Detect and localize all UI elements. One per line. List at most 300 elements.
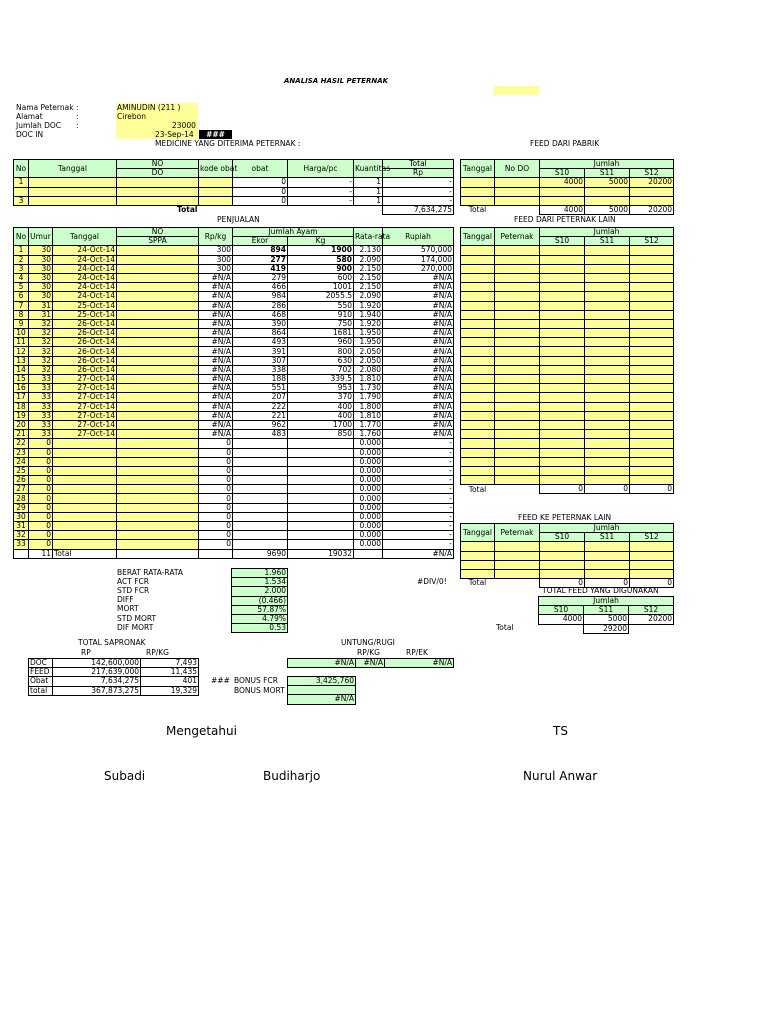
table-cell	[540, 384, 585, 393]
header-cell: S11	[585, 169, 630, 178]
table-cell: 17	[14, 393, 29, 402]
table-cell: 0	[29, 494, 53, 503]
table-cell: 0	[630, 485, 674, 494]
table-cell: 33	[14, 540, 29, 549]
table-cell: 217,639,000	[53, 668, 141, 677]
table-cell: 0	[29, 466, 53, 475]
table-cell	[585, 560, 630, 569]
table-cell	[630, 338, 674, 347]
table-row	[14, 540, 454, 549]
table-cell	[495, 551, 540, 560]
table-cell	[630, 319, 674, 328]
table-cell	[540, 292, 585, 301]
table-cell	[288, 448, 354, 457]
table-cell	[233, 531, 288, 540]
header-cell: Rp/kg	[199, 228, 233, 246]
table-cell	[117, 356, 199, 365]
table-cell: 30	[29, 283, 53, 292]
table-cell	[630, 187, 674, 196]
header-cell: S12	[630, 533, 674, 542]
nama-value: AMINUDIN (211 )	[117, 103, 181, 112]
table-cell: 0	[199, 512, 233, 521]
table-cell	[461, 329, 495, 338]
bonus-na: #N/A	[288, 695, 356, 704]
table-cell: 0	[233, 187, 288, 196]
table-cell: 1.920	[354, 301, 383, 310]
table-cell	[585, 375, 630, 384]
table-cell	[540, 466, 585, 475]
table-cell: 0.000	[354, 540, 383, 549]
table-cell	[461, 466, 495, 475]
table-cell	[495, 439, 540, 448]
sapronak-table	[28, 658, 199, 696]
table-cell: 0.000	[354, 466, 383, 475]
table-cell: 18	[14, 402, 29, 411]
table-cell: 27	[14, 485, 29, 494]
highlight-cell	[494, 86, 539, 95]
table-cell: 300	[199, 255, 233, 264]
header-cell: Tanggal	[461, 524, 495, 542]
table-cell: 2	[14, 255, 29, 264]
sapronak-rp: RP	[81, 648, 91, 657]
table-cell	[495, 579, 540, 588]
table-cell: 4	[14, 273, 29, 282]
header-cell: Kuantitas	[354, 160, 383, 178]
table-cell: #N/A	[383, 347, 454, 356]
table-row	[461, 430, 674, 439]
table-cell	[117, 466, 199, 475]
table-cell: 14	[14, 365, 29, 374]
table-cell: 2055.5	[288, 292, 354, 301]
stat-label: STD FCR	[117, 586, 150, 595]
table-cell: 20	[14, 420, 29, 429]
table-cell	[630, 347, 674, 356]
table-cell	[495, 347, 540, 356]
table-cell	[461, 319, 495, 328]
table-cell	[540, 329, 585, 338]
table-cell	[233, 466, 288, 475]
sales-table	[13, 227, 454, 559]
table-row	[461, 246, 674, 255]
table-cell: 1.920	[354, 319, 383, 328]
table-cell	[53, 466, 117, 475]
table-cell	[53, 531, 117, 540]
table-cell	[630, 551, 674, 560]
alamat-value: Cirebon	[117, 112, 146, 121]
table-cell	[461, 411, 495, 420]
table-cell: 3	[14, 196, 29, 205]
table-cell	[461, 560, 495, 569]
table-cell	[117, 178, 199, 187]
table-cell: 1.950	[354, 338, 383, 347]
table-cell: #N/A	[199, 319, 233, 328]
table-cell	[495, 375, 540, 384]
table-row	[461, 319, 674, 328]
table-cell: 25-Oct-14	[53, 310, 117, 319]
table-cell: 0.000	[354, 494, 383, 503]
table-cell: 0	[199, 522, 233, 531]
table-cell: 483	[233, 430, 288, 439]
table-cell: 3	[14, 264, 29, 273]
header-cell: Jumlah Ayam	[233, 228, 354, 237]
stat-value: 1.960	[232, 569, 288, 578]
table-cell	[14, 549, 29, 558]
table-row	[461, 347, 674, 356]
table-cell: 550	[288, 301, 354, 310]
table-cell: 900	[288, 264, 354, 273]
table-cell: #N/A	[383, 384, 454, 393]
table-cell: 2.150	[354, 273, 383, 282]
table-cell: 4000	[539, 615, 584, 624]
table-cell: 300	[199, 264, 233, 273]
table-cell	[540, 255, 585, 264]
table-cell	[288, 494, 354, 503]
table-cell	[540, 411, 585, 420]
table-cell	[117, 347, 199, 356]
table-row	[461, 393, 674, 402]
untung-rpek: RP/EK	[406, 648, 428, 657]
header-cell: S12	[629, 606, 674, 615]
table-cell	[585, 402, 630, 411]
table-cell: 0	[29, 485, 53, 494]
table-cell	[461, 420, 495, 429]
table-row	[14, 457, 454, 466]
colon: :	[76, 121, 79, 130]
table-cell: 0.000	[354, 512, 383, 521]
table-cell: 142,600,000	[53, 659, 141, 668]
table-cell: 207	[233, 393, 288, 402]
table-cell: 0	[199, 494, 233, 503]
table-row	[29, 686, 199, 695]
table-cell: -	[383, 531, 454, 540]
table-cell: 962	[233, 420, 288, 429]
table-cell: 1.810	[354, 411, 383, 420]
table-cell: 1.800	[354, 402, 383, 411]
table-cell	[461, 542, 495, 551]
table-cell: 0.000	[354, 485, 383, 494]
table-cell: 188	[233, 375, 288, 384]
untung-value: #N/A	[385, 659, 454, 668]
untung-title: UNTUNG/RUGI	[341, 638, 395, 647]
table-cell: Total	[53, 549, 117, 558]
table-cell	[540, 560, 585, 569]
table-cell: 29	[14, 503, 29, 512]
table-row	[14, 178, 454, 187]
table-cell	[461, 365, 495, 374]
header-cell: S11	[584, 606, 629, 615]
table-cell	[117, 329, 199, 338]
table-cell	[461, 430, 495, 439]
table-cell: -	[383, 540, 454, 549]
table-row	[14, 439, 454, 448]
table-cell	[495, 365, 540, 374]
table-cell	[117, 540, 199, 549]
table-cell: 401	[141, 677, 199, 686]
table-cell: 0	[29, 540, 53, 549]
table-cell: 551	[233, 384, 288, 393]
table-cell	[461, 356, 495, 365]
header-cell: Jumlah	[540, 160, 674, 169]
table-cell: 1.760	[354, 430, 383, 439]
table-cell: 32	[29, 356, 53, 365]
table-cell: 0	[233, 178, 288, 187]
table-cell: #N/A	[383, 375, 454, 384]
table-cell	[585, 420, 630, 429]
table-cell	[461, 246, 495, 255]
table-cell: 5000	[585, 205, 630, 214]
table-cell: 27-Oct-14	[53, 375, 117, 384]
table-cell: 10	[14, 329, 29, 338]
stats-table	[231, 568, 288, 633]
table-row	[461, 560, 674, 569]
table-cell	[117, 411, 199, 420]
stat-label: STD MORT	[117, 614, 157, 623]
table-cell: 338	[233, 365, 288, 374]
table-cell: 30	[29, 273, 53, 282]
table-cell	[630, 402, 674, 411]
medicine-total: 7,634,275	[383, 205, 454, 214]
table-row	[461, 457, 674, 466]
table-cell: -	[383, 439, 454, 448]
table-cell: 0	[29, 457, 53, 466]
table-cell	[540, 319, 585, 328]
table-cell: 300	[199, 246, 233, 255]
table-cell	[495, 319, 540, 328]
table-cell	[461, 283, 495, 292]
table-row	[461, 402, 674, 411]
table-cell	[495, 301, 540, 310]
table-cell: 2.150	[354, 283, 383, 292]
table-cell	[117, 494, 199, 503]
table-cell	[495, 338, 540, 347]
table-row	[461, 301, 674, 310]
table-cell	[233, 476, 288, 485]
jumlah-value: 23000	[172, 121, 196, 130]
table-cell	[495, 292, 540, 301]
table-cell	[540, 393, 585, 402]
table-cell: 24-Oct-14	[53, 246, 117, 255]
table-cell	[461, 439, 495, 448]
table-cell: 27-Oct-14	[53, 411, 117, 420]
table-cell	[461, 264, 495, 273]
header-cell: S11	[585, 237, 630, 246]
nama-label: Nama Peternak :	[16, 103, 79, 112]
stat-value: 57.87%	[232, 605, 288, 614]
table-cell: 5000	[584, 615, 629, 624]
table-cell: 8	[14, 310, 29, 319]
table-cell: 0	[29, 522, 53, 531]
table-cell: #N/A	[383, 273, 454, 282]
untung-value: #N/A	[288, 659, 356, 668]
table-cell: 2.090	[354, 255, 383, 264]
total-label: Total	[177, 205, 198, 215]
table-cell: 2.130	[354, 246, 383, 255]
table-cell: 26-Oct-14	[53, 365, 117, 374]
table-cell	[630, 430, 674, 439]
stat-value: 2.000	[232, 587, 288, 596]
table-cell: 0	[199, 466, 233, 475]
table-cell: -	[288, 178, 354, 187]
sapronak-title: TOTAL SAPRONAK	[78, 638, 146, 647]
header-cell: Kg	[288, 237, 354, 246]
table-cell: 339.5	[288, 375, 354, 384]
table-cell: 800	[288, 347, 354, 356]
table-row	[461, 255, 674, 264]
table-cell: 26	[14, 476, 29, 485]
table-row	[461, 542, 674, 551]
table-cell	[540, 301, 585, 310]
table-cell: #N/A	[383, 402, 454, 411]
table-cell	[540, 246, 585, 255]
table-cell: 0.000	[354, 476, 383, 485]
table-cell	[233, 522, 288, 531]
table-cell: 0	[199, 503, 233, 512]
table-cell: 11	[29, 549, 53, 558]
table-cell: 4000	[540, 205, 585, 214]
ke-table	[460, 523, 674, 588]
table-cell: 0.000	[354, 531, 383, 540]
header-cell: No	[14, 160, 29, 178]
table-cell: -	[383, 485, 454, 494]
table-cell	[585, 310, 630, 319]
table-cell: 367,873,275	[53, 686, 141, 695]
table-cell	[630, 264, 674, 273]
table-cell: 702	[288, 365, 354, 374]
lain-title: FEED DARI PETERNAK LAIN	[514, 215, 616, 224]
table-cell	[495, 411, 540, 420]
table-cell	[461, 273, 495, 282]
table-cell: 20200	[630, 205, 674, 214]
table-cell: 1	[354, 196, 383, 205]
table-cell: 864	[233, 329, 288, 338]
table-cell: 493	[233, 338, 288, 347]
table-cell: #N/A	[199, 310, 233, 319]
table-cell	[630, 283, 674, 292]
table-cell: 894	[233, 246, 288, 255]
table-cell	[117, 283, 199, 292]
table-cell	[630, 384, 674, 393]
table-cell: 0	[199, 439, 233, 448]
table-cell: 0.000	[354, 522, 383, 531]
table-cell	[117, 531, 199, 540]
table-cell	[461, 448, 495, 457]
table-cell	[630, 411, 674, 420]
table-cell: -	[383, 196, 454, 205]
table-cell	[495, 420, 540, 429]
table-cell: #N/A	[199, 375, 233, 384]
table-row	[14, 356, 454, 365]
table-cell	[585, 411, 630, 420]
table-cell: 390	[233, 319, 288, 328]
table-cell: #N/A	[383, 329, 454, 338]
table-cell: -	[288, 196, 354, 205]
table-cell	[630, 560, 674, 569]
table-row	[461, 310, 674, 319]
table-cell	[630, 457, 674, 466]
table-cell: #N/A	[199, 273, 233, 282]
header-cell: Tanggal	[461, 228, 495, 246]
table-cell	[29, 196, 117, 205]
table-cell: #N/A	[383, 338, 454, 347]
table-cell	[495, 178, 540, 187]
table-cell	[461, 384, 495, 393]
table-cell: #N/A	[199, 292, 233, 301]
table-cell: 0	[29, 476, 53, 485]
table-row	[14, 485, 454, 494]
table-cell	[53, 439, 117, 448]
table-cell: 0	[540, 485, 585, 494]
table-cell	[540, 402, 585, 411]
table-cell: 0	[199, 531, 233, 540]
table-cell: #N/A	[383, 549, 454, 558]
table-cell: #N/A	[383, 292, 454, 301]
table-cell: 400	[288, 411, 354, 420]
table-cell: #N/A	[199, 347, 233, 356]
table-cell	[288, 522, 354, 531]
table-cell: 0	[199, 485, 233, 494]
table-cell	[117, 187, 199, 196]
table-cell	[585, 319, 630, 328]
table-cell: 24	[14, 457, 29, 466]
table-cell: 910	[288, 310, 354, 319]
table-cell: 24-Oct-14	[53, 255, 117, 264]
table-cell: #N/A	[199, 402, 233, 411]
signatory-3: Nurul Anwar	[523, 769, 598, 783]
table-cell	[495, 187, 540, 196]
table-cell: 7	[14, 301, 29, 310]
table-cell	[117, 485, 199, 494]
table-cell: 32	[29, 329, 53, 338]
table-cell: 0	[585, 579, 630, 588]
table-cell: 0	[199, 476, 233, 485]
table-cell: #N/A	[383, 393, 454, 402]
untung-rpkg: RP/KG	[357, 648, 380, 657]
table-row	[14, 448, 454, 457]
table-cell	[117, 402, 199, 411]
table-cell: 24-Oct-14	[53, 273, 117, 282]
table-cell: 33	[29, 402, 53, 411]
table-cell: 370	[288, 393, 354, 402]
table-cell	[288, 531, 354, 540]
table-cell	[630, 246, 674, 255]
table-cell: 2.080	[354, 365, 383, 374]
table-row	[14, 476, 454, 485]
table-cell	[630, 310, 674, 319]
table-cell: 0	[199, 540, 233, 549]
total-row	[14, 549, 454, 558]
table-cell: 1900	[288, 246, 354, 255]
used-table	[538, 596, 674, 634]
table-cell: #N/A	[199, 356, 233, 365]
table-row	[14, 255, 454, 264]
table-cell: 31	[29, 310, 53, 319]
table-cell	[540, 439, 585, 448]
table-cell	[585, 292, 630, 301]
table-cell: #N/A	[199, 301, 233, 310]
table-cell: 27-Oct-14	[53, 393, 117, 402]
table-cell	[585, 255, 630, 264]
table-cell: 580	[288, 255, 354, 264]
table-cell	[461, 310, 495, 319]
table-cell: 26-Oct-14	[53, 319, 117, 328]
table-cell	[495, 569, 540, 578]
table-cell	[233, 439, 288, 448]
table-row	[461, 338, 674, 347]
table-cell	[585, 264, 630, 273]
table-cell	[117, 512, 199, 521]
used-title: TOTAL FEED YANG DIGUNAKAN	[542, 586, 659, 595]
table-cell	[288, 457, 354, 466]
